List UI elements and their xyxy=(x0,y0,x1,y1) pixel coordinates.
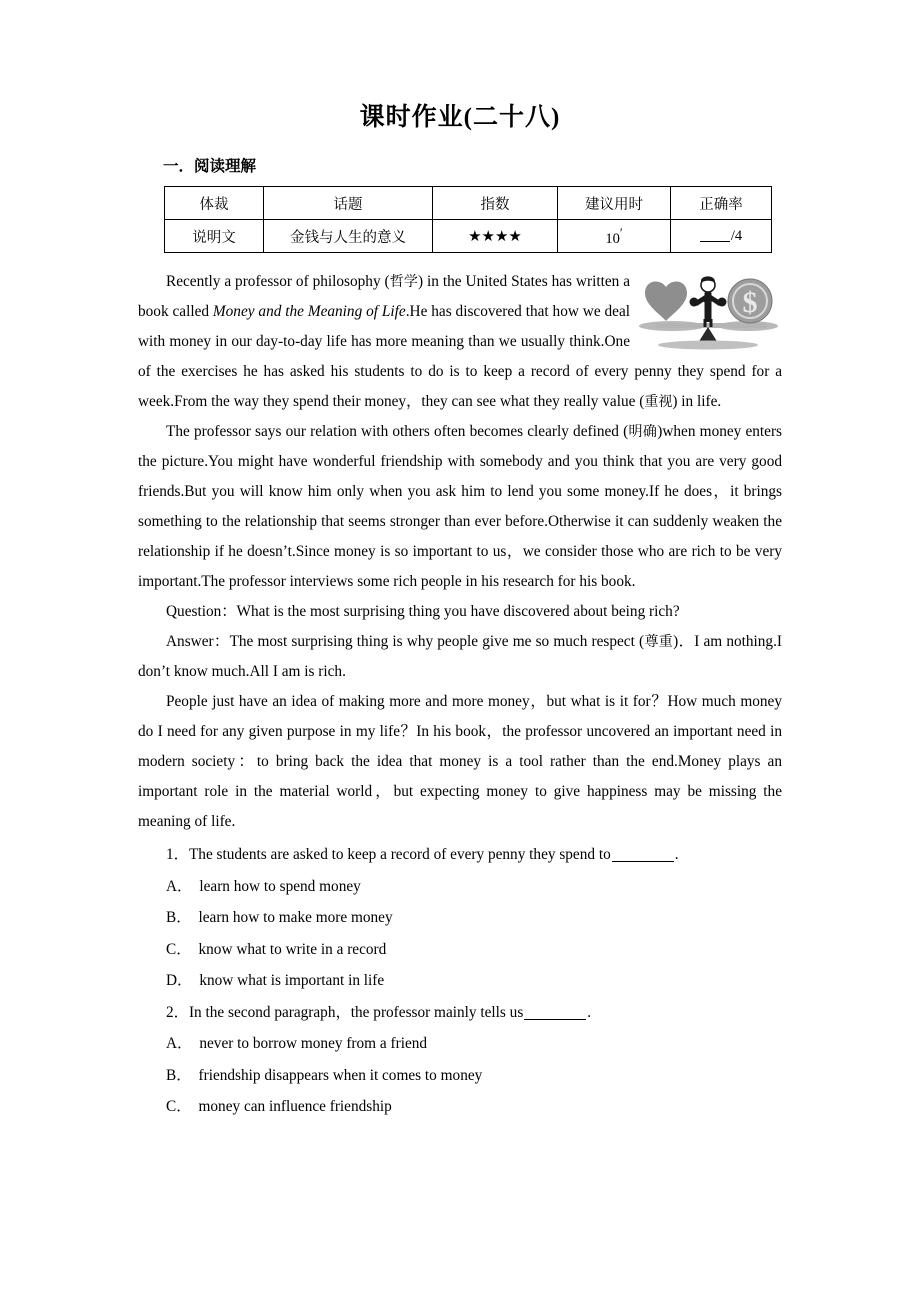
option-letter: C． xyxy=(166,940,192,958)
question-1-option-b[interactable] xyxy=(138,902,782,934)
question-2-option-c[interactable] xyxy=(138,1091,782,1123)
p1-seg2: ) in the United States has written a book called xyxy=(138,273,631,321)
question-1-option-a[interactable] xyxy=(138,871,782,903)
question-1-option-c[interactable] xyxy=(138,934,782,966)
passage-paragraph-2 xyxy=(138,417,782,597)
option-letter: B． xyxy=(166,909,192,927)
p2-seg2: )when money enters the picture.You might have wonderful friendship with somebody and you think that you are very good friends.But you will know him only when you ask him to lend you some money.If he does，it brings something to the relationship that seems stronger than ever before.Otherwise it can suddenly weaken the relationship if he doesn’t.Since money is so important to us，we consider those who are rich to be very important.The professor interviews some rich people in his research for his book. xyxy=(138,423,783,591)
option-letter: A． xyxy=(166,877,193,895)
option-text: learn how to make more money xyxy=(198,909,393,927)
question-1-blank[interactable] xyxy=(612,861,674,862)
question-1-stem xyxy=(138,839,782,871)
question-1-option-d[interactable] xyxy=(138,965,782,997)
p1-book-title: Money and the Meaning of Life xyxy=(212,303,406,321)
option-text: know what is important in life xyxy=(199,972,385,990)
option-text: money can influence friendship xyxy=(198,1098,392,1116)
questions-area xyxy=(0,837,920,1123)
table-cell-suggested-time xyxy=(558,220,671,253)
table-cell-topic: 金钱与人生的意义 xyxy=(264,220,433,253)
table-header-row xyxy=(165,187,772,220)
option-text: friendship disappears when it comes to money xyxy=(198,1066,483,1084)
suggested-time-value: 10 xyxy=(605,230,620,247)
svg-text:$: $ xyxy=(742,286,758,320)
question-2-stem xyxy=(138,997,782,1029)
question-2-blank[interactable] xyxy=(524,1019,586,1020)
minute-prime-mark: ′ xyxy=(619,224,623,240)
option-letter: A． xyxy=(166,1035,193,1053)
star-rating-icon: ★★★★ xyxy=(468,228,522,245)
question-1-text: The students are asked to keep a record of every penny they spend to xyxy=(188,846,611,864)
table-header-difficulty: 指数 xyxy=(433,187,558,220)
p1-seg3: .He has discovered that how we deal with money in our day-to-day life has more meaning than we usually think.One of the exercises he has asked his students to do is to keep a record of every penny they spend for a week.From the way they spend their money，they can see what they really value ( xyxy=(138,303,782,411)
question-2-period: . xyxy=(587,1003,592,1021)
accuracy-fill-in[interactable] xyxy=(700,228,742,245)
passage-info-table xyxy=(164,186,772,253)
question-2-number: 2． xyxy=(166,1003,189,1021)
passage-body xyxy=(0,253,920,837)
answer-seg1: Answer：The most surprising thing is why people give me so much respect ( xyxy=(166,633,645,651)
option-letter: B． xyxy=(166,1066,192,1084)
option-text: know what to write in a record xyxy=(198,940,387,958)
answer-seg2: )．I am nothing.I don’t know much.All I am is rich. xyxy=(138,633,783,681)
passage-question-line: Question：What is the most surprising thing you have discovered about being rich? xyxy=(166,603,680,621)
table-header-suggested-time: 建议用时 xyxy=(558,187,671,220)
page-title: 课时作业(二十八) xyxy=(359,104,561,131)
p2-seg1: The professor says our relation with others often becomes clearly defined ( xyxy=(166,423,629,441)
p1-seg4: ) in life. xyxy=(672,393,722,411)
accuracy-blank-line[interactable] xyxy=(700,241,730,242)
table-row xyxy=(165,220,772,253)
info-table-container xyxy=(0,177,920,253)
table-header-genre: 体裁 xyxy=(165,187,264,220)
table-header-topic: 话题 xyxy=(264,187,433,220)
table-cell-difficulty xyxy=(433,220,558,253)
answer-gloss-respect: 尊重 xyxy=(644,634,674,651)
table-header-accuracy: 正确率 xyxy=(671,187,772,220)
option-letter: C． xyxy=(166,1098,192,1116)
option-text: learn how to spend money xyxy=(199,877,361,895)
option-letter: D． xyxy=(166,972,193,990)
option-text: never to borrow money from a friend xyxy=(199,1035,428,1053)
question-1-period: . xyxy=(674,846,679,864)
question-2-option-b[interactable] xyxy=(138,1060,782,1092)
section-heading: 一．阅读理解 xyxy=(163,158,257,175)
question-2-option-a[interactable] xyxy=(138,1028,782,1060)
table-cell-genre: 说明文 xyxy=(165,220,264,253)
p1-gloss-philosophy: 哲学 xyxy=(389,274,419,291)
passage-paragraph-3: People just have an idea of making more and more money，but what is it for？How much money do I need for any given purpose in my life？In his book，the professor uncovered an important need in modern society：to bring back the idea that money is a tool rather than the end.Money plays an important role in the material world，but expecting money to give happiness may be missing the meaning of life. xyxy=(138,693,782,831)
balance-scale-illustration-icon xyxy=(636,271,782,355)
passage-answer-line xyxy=(138,627,782,687)
question-1-number: 1． xyxy=(166,846,189,864)
p1-seg1: Recently a professor of philosophy ( xyxy=(166,273,390,291)
accuracy-denominator: /4 xyxy=(730,227,743,244)
p2-gloss-defined: 明确 xyxy=(628,424,658,441)
table-cell-accuracy[interactable] xyxy=(671,220,772,253)
p1-gloss-value: 重视 xyxy=(644,394,673,411)
question-2-text: In the second paragraph，the professor mainly tells us xyxy=(188,1003,524,1021)
